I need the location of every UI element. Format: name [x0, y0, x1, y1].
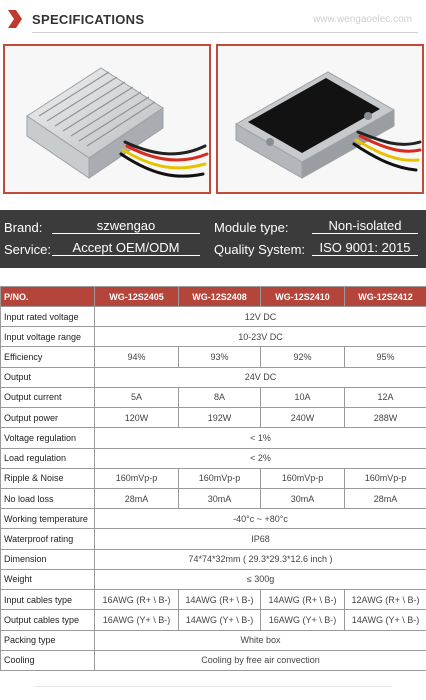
header-model: WG-12S2405: [95, 287, 179, 307]
row-label: Working temperature: [1, 509, 95, 529]
row-label: Output power: [1, 408, 95, 428]
row-value: 95%: [345, 347, 426, 367]
row-label: Output current: [1, 387, 95, 407]
row-label: Output cables type: [1, 610, 95, 630]
footer-divider: [34, 686, 392, 687]
header-model: WG-12S2412: [345, 287, 426, 307]
row-value: 240W: [261, 408, 345, 428]
row-value: 12A: [345, 387, 426, 407]
table-row: [1, 529, 426, 549]
row-label: Load regulation: [1, 448, 95, 468]
specifications-table: [0, 286, 426, 671]
row-value: < 1%: [95, 428, 426, 448]
table-row: [1, 408, 426, 428]
row-label: Ripple & Noise: [1, 468, 95, 488]
row-value: 74*74*32mm ( 29.3*29.3*12.6 inch ): [95, 549, 426, 569]
table-row: [1, 307, 426, 327]
table-row: [1, 549, 426, 569]
table-row: [1, 367, 426, 387]
row-value: 160mVp-p: [95, 468, 179, 488]
row-label: Waterproof rating: [1, 529, 95, 549]
table-row: [1, 448, 426, 468]
table-row: [1, 428, 426, 448]
row-value: 30mA: [261, 488, 345, 508]
table-row: [1, 387, 426, 407]
quality-system-label: Quality System:: [214, 242, 306, 257]
table-row: [1, 468, 426, 488]
row-value: 16AWG (Y+ \ B-): [261, 610, 345, 630]
row-label: Voltage regulation: [1, 428, 95, 448]
row-value: 10A: [261, 387, 345, 407]
quality-system-value: ISO 9001: 2015: [312, 240, 418, 256]
header-model: WG-12S2410: [261, 287, 345, 307]
table-header-row: [1, 287, 426, 307]
brand-value: szwengao: [52, 218, 200, 234]
row-value: 24V DC: [95, 367, 426, 387]
row-value: 120W: [95, 408, 179, 428]
row-value: 160mVp-p: [179, 468, 261, 488]
row-label: Input cables type: [1, 590, 95, 610]
product-info-bar: [0, 210, 426, 268]
header-model: WG-12S2408: [179, 287, 261, 307]
chevron-right-icon: [8, 10, 22, 28]
row-label: Packing type: [1, 630, 95, 650]
page-footer: [0, 676, 426, 700]
row-label: Dimension: [1, 549, 95, 569]
row-value: 92%: [261, 347, 345, 367]
row-value: 160mVp-p: [261, 468, 345, 488]
row-label: Weight: [1, 569, 95, 589]
table-row: [1, 347, 426, 367]
row-value: 10-23V DC: [95, 327, 426, 347]
row-value: -40°c ~ +80°c: [95, 509, 426, 529]
header-part-number: P/NO.: [1, 287, 95, 307]
table-body: [1, 307, 426, 671]
row-value: 288W: [345, 408, 426, 428]
module-type-value: Non-isolated: [312, 218, 418, 234]
row-value: 93%: [179, 347, 261, 367]
product-photos: [0, 40, 426, 200]
row-value: White box: [95, 630, 426, 650]
table-row: [1, 610, 426, 630]
row-value: < 2%: [95, 448, 426, 468]
section-header: [0, 0, 426, 40]
row-value: IP68: [95, 529, 426, 549]
header-divider: [32, 32, 418, 33]
watermark-url: www.wengaoelec.com: [313, 14, 412, 25]
row-value: 5A: [95, 387, 179, 407]
service-value: Accept OEM/ODM: [52, 240, 200, 256]
service-label: Service:: [4, 242, 51, 257]
row-value: 30mA: [179, 488, 261, 508]
row-label: Input rated voltage: [1, 307, 95, 327]
page-title: SPECIFICATIONS: [32, 12, 145, 27]
row-value: 14AWG (Y+ \ B-): [345, 610, 426, 630]
table-row: [1, 488, 426, 508]
row-label: Input voltage range: [1, 327, 95, 347]
row-label: No load loss: [1, 488, 95, 508]
row-value: 16AWG (Y+ \ B-): [95, 610, 179, 630]
row-value: 8A: [179, 387, 261, 407]
row-value: 14AWG (Y+ \ B-): [179, 610, 261, 630]
product-photo-back: [216, 44, 424, 194]
table-row: [1, 590, 426, 610]
row-value: 12AWG (R+ \ B-): [345, 590, 426, 610]
row-value: 14AWG (R+ \ B-): [261, 590, 345, 610]
table-row: [1, 650, 426, 670]
row-value: 94%: [95, 347, 179, 367]
row-value: ≤ 300g: [95, 569, 426, 589]
row-value: 192W: [179, 408, 261, 428]
row-value: 28mA: [345, 488, 426, 508]
brand-label: Brand:: [4, 220, 43, 235]
table-row: [1, 569, 426, 589]
row-value: 12V DC: [95, 307, 426, 327]
table-row: [1, 509, 426, 529]
row-value: 160mVp-p: [345, 468, 426, 488]
row-label: Efficiency: [1, 347, 95, 367]
table-row: [1, 630, 426, 650]
table-row: [1, 327, 426, 347]
row-value: Cooling by free air convection: [95, 650, 426, 670]
row-label: Cooling: [1, 650, 95, 670]
product-photo-front: [3, 44, 211, 194]
row-value: 28mA: [95, 488, 179, 508]
module-type-label: Module type:: [214, 220, 289, 235]
row-label: Output: [1, 367, 95, 387]
row-value: 16AWG (R+ \ B-): [95, 590, 179, 610]
row-value: 14AWG (R+ \ B-): [179, 590, 261, 610]
